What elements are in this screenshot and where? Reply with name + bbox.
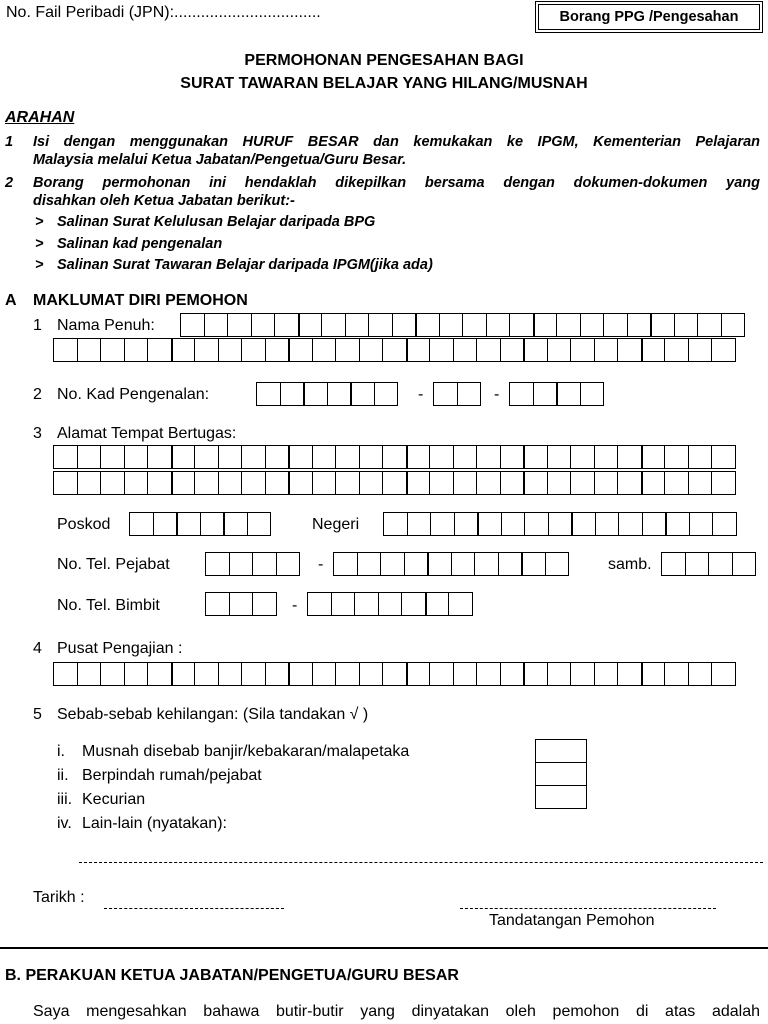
character-box[interactable] [147, 445, 172, 469]
character-box[interactable] [533, 313, 558, 337]
character-box[interactable] [171, 338, 196, 362]
character-box[interactable] [664, 338, 689, 362]
file-number-label: No. Fail Peribadi (JPN):................................. [6, 4, 321, 21]
character-box[interactable] [265, 662, 290, 686]
character-box[interactable] [523, 445, 548, 469]
bullet-marker: > [35, 257, 44, 273]
character-box[interactable] [247, 512, 272, 536]
character-box[interactable] [194, 338, 219, 362]
character-box[interactable] [382, 662, 407, 686]
character-box[interactable] [335, 471, 360, 495]
character-box[interactable] [147, 338, 172, 362]
character-box[interactable] [378, 592, 403, 616]
character-box[interactable] [383, 512, 408, 536]
character-box[interactable] [711, 471, 736, 495]
character-box[interactable] [335, 445, 360, 469]
character-box[interactable] [476, 338, 501, 362]
full-name-field-row1[interactable] [180, 313, 744, 337]
character-box[interactable] [218, 662, 243, 686]
character-box[interactable] [100, 662, 125, 686]
character-box[interactable] [200, 512, 225, 536]
character-box[interactable] [448, 592, 473, 616]
character-box[interactable] [307, 592, 332, 616]
character-box[interactable] [124, 471, 149, 495]
character-box[interactable] [439, 313, 464, 337]
character-box[interactable] [357, 552, 382, 576]
character-box[interactable] [474, 552, 499, 576]
character-box[interactable] [570, 662, 595, 686]
character-box[interactable] [580, 382, 605, 406]
character-box[interactable] [594, 338, 619, 362]
character-box[interactable] [617, 338, 642, 362]
section-a-letter: A [5, 292, 17, 309]
character-box[interactable] [477, 512, 502, 536]
character-box[interactable] [521, 552, 546, 576]
instruction-number: 2 [5, 175, 14, 191]
instructions-heading: ARAHAN [5, 109, 75, 126]
phone-separator: - [292, 597, 298, 614]
reason-checkboxes [535, 739, 587, 808]
character-box[interactable] [100, 338, 125, 362]
extension-label: samb. [608, 556, 652, 573]
character-box[interactable] [298, 313, 323, 337]
character-box[interactable] [321, 313, 346, 337]
character-box[interactable] [288, 338, 313, 362]
character-box[interactable] [500, 338, 525, 362]
character-box[interactable] [548, 512, 573, 536]
character-box[interactable] [732, 552, 757, 576]
character-box[interactable] [556, 382, 581, 406]
question-number: 2 [33, 386, 42, 403]
reason-number: iv. [57, 815, 72, 832]
character-box[interactable] [688, 338, 713, 362]
character-box[interactable] [53, 662, 78, 686]
character-box[interactable] [430, 512, 455, 536]
character-box[interactable] [331, 592, 356, 616]
character-box[interactable] [533, 382, 558, 406]
character-box[interactable] [77, 471, 102, 495]
character-box[interactable] [641, 662, 666, 686]
character-box[interactable] [556, 313, 581, 337]
ic-number-field-part3[interactable] [509, 382, 603, 406]
character-box[interactable] [697, 313, 722, 337]
character-box[interactable] [664, 445, 689, 469]
character-box[interactable] [476, 445, 501, 469]
character-box[interactable] [335, 338, 360, 362]
character-box[interactable] [171, 471, 196, 495]
character-box[interactable] [77, 445, 102, 469]
character-box[interactable] [711, 445, 736, 469]
character-box[interactable] [312, 662, 337, 686]
document-item: Salinan kad pengenalan [57, 236, 223, 252]
character-box[interactable] [425, 592, 450, 616]
character-box[interactable] [617, 471, 642, 495]
character-box[interactable] [674, 313, 699, 337]
mobile-phone-field-part2[interactable] [307, 592, 472, 616]
character-box[interactable] [594, 471, 619, 495]
character-box[interactable] [312, 338, 337, 362]
character-box[interactable] [661, 552, 686, 576]
reason-checkbox-flood-fire[interactable] [535, 739, 587, 763]
character-box[interactable] [147, 662, 172, 686]
character-box[interactable] [354, 592, 379, 616]
study-centre-label: Pusat Pengajian : [57, 640, 183, 657]
character-box[interactable] [205, 592, 230, 616]
state-field[interactable] [383, 512, 736, 536]
character-box[interactable] [204, 313, 229, 337]
character-box[interactable] [380, 552, 405, 576]
reason-text: Lain-lain (nyatakan): [82, 815, 227, 832]
character-box[interactable] [205, 552, 230, 576]
character-box[interactable] [407, 512, 432, 536]
character-box[interactable] [429, 471, 454, 495]
signature-label: Tandatangan Pemohon [489, 912, 655, 929]
reason-checkbox-theft[interactable] [535, 785, 587, 809]
character-box[interactable] [627, 313, 652, 337]
other-reason-line[interactable] [79, 862, 763, 863]
character-box[interactable] [374, 382, 399, 406]
character-box[interactable] [570, 471, 595, 495]
character-box[interactable] [429, 445, 454, 469]
ic-separator: - [418, 386, 424, 403]
character-box[interactable] [382, 338, 407, 362]
character-box[interactable] [333, 552, 358, 576]
character-box[interactable] [603, 313, 628, 337]
form-title-line1: PERMOHONAN PENGESAHAN BAGI [244, 52, 524, 69]
character-box[interactable] [595, 512, 620, 536]
character-box[interactable] [241, 338, 266, 362]
character-box[interactable] [359, 471, 384, 495]
mobile-phone-field-part1[interactable] [205, 592, 276, 616]
reason-text: Kecurian [82, 791, 146, 808]
question-number: 4 [33, 640, 42, 657]
character-box[interactable] [570, 338, 595, 362]
form-title-line2: SURAT TAWARAN BELAJAR YANG HILANG/MUSNAH [180, 75, 588, 92]
form-code-box [535, 1, 763, 33]
character-box[interactable] [382, 471, 407, 495]
character-box[interactable] [523, 471, 548, 495]
character-box[interactable] [194, 662, 219, 686]
character-box[interactable] [594, 445, 619, 469]
character-box[interactable] [406, 445, 431, 469]
character-box[interactable] [251, 313, 276, 337]
document-item: Salinan Surat Kelulusan Belajar daripada BPG [57, 214, 376, 230]
character-box[interactable] [498, 552, 523, 576]
character-box[interactable] [594, 662, 619, 686]
character-box[interactable] [180, 313, 205, 337]
character-box[interactable] [641, 338, 666, 362]
character-box[interactable] [218, 471, 243, 495]
character-box[interactable] [227, 313, 252, 337]
character-box[interactable] [451, 552, 476, 576]
character-box[interactable] [100, 445, 125, 469]
character-box[interactable] [501, 512, 526, 536]
character-box[interactable] [453, 445, 478, 469]
character-box[interactable] [274, 313, 299, 337]
character-box[interactable] [359, 445, 384, 469]
character-box[interactable] [406, 662, 431, 686]
instruction-text: Borang permohonan ini hendaklah dikepilkan bersama dengan dokumen-dokumen yang [33, 175, 760, 191]
character-box[interactable] [53, 338, 78, 362]
character-box[interactable] [280, 382, 305, 406]
office-phone-label: No. Tel. Pejabat [57, 556, 170, 573]
character-box[interactable] [288, 471, 313, 495]
full-name-field-row2[interactable] [53, 338, 735, 362]
character-box[interactable] [721, 313, 746, 337]
character-box[interactable] [265, 338, 290, 362]
character-box[interactable] [547, 445, 572, 469]
character-box[interactable] [124, 445, 149, 469]
character-box[interactable] [218, 338, 243, 362]
character-box[interactable] [229, 592, 254, 616]
study-centre-field[interactable] [53, 662, 735, 686]
character-box[interactable] [401, 592, 426, 616]
character-box[interactable] [194, 445, 219, 469]
ic-number-field-part1[interactable] [256, 382, 397, 406]
character-box[interactable] [147, 471, 172, 495]
character-box[interactable] [650, 313, 675, 337]
character-box[interactable] [486, 313, 511, 337]
character-box[interactable] [241, 662, 266, 686]
character-box[interactable] [453, 338, 478, 362]
character-box[interactable] [509, 382, 534, 406]
character-box[interactable] [415, 313, 440, 337]
character-box[interactable] [618, 512, 643, 536]
character-box[interactable] [171, 445, 196, 469]
character-box[interactable] [433, 382, 458, 406]
instruction-text: disahkan oleh Ketua Jabatan berikut:- [33, 193, 295, 209]
question-number: 5 [33, 706, 42, 723]
character-box[interactable] [124, 338, 149, 362]
character-box[interactable] [462, 313, 487, 337]
character-box[interactable] [642, 512, 667, 536]
character-box[interactable] [500, 445, 525, 469]
ic-separator: - [494, 386, 500, 403]
document-item: Salinan Surat Tawaran Belajar daripada IPGM(jika ada) [57, 257, 433, 273]
character-box[interactable] [288, 662, 313, 686]
character-box[interactable] [429, 662, 454, 686]
character-box[interactable] [712, 512, 737, 536]
character-box[interactable] [476, 471, 501, 495]
character-box[interactable] [288, 445, 313, 469]
character-box[interactable] [547, 338, 572, 362]
reason-text: Musnah disebab banjir/kebakaran/malapetaka [82, 743, 410, 760]
character-box[interactable] [571, 512, 596, 536]
character-box[interactable] [641, 445, 666, 469]
character-box[interactable] [580, 313, 605, 337]
character-box[interactable] [252, 552, 277, 576]
character-box[interactable] [171, 662, 196, 686]
character-box[interactable] [500, 471, 525, 495]
character-box[interactable] [429, 338, 454, 362]
phone-separator: - [318, 556, 324, 573]
work-address-field-row1[interactable] [53, 445, 735, 469]
character-box[interactable] [547, 662, 572, 686]
question-number: 1 [33, 317, 42, 334]
character-box[interactable] [129, 512, 154, 536]
reason-checkbox-moved[interactable] [535, 762, 587, 786]
character-box[interactable] [523, 338, 548, 362]
character-box[interactable] [617, 445, 642, 469]
section-a-title: MAKLUMAT DIRI PEMOHON [33, 292, 248, 309]
character-box[interactable] [345, 313, 370, 337]
character-box[interactable] [124, 662, 149, 686]
character-box[interactable] [382, 445, 407, 469]
character-box[interactable] [454, 512, 479, 536]
section-b-title: B. PERAKUAN KETUA JABATAN/PENGETUA/GURU BESAR [5, 967, 459, 984]
character-box[interactable] [359, 662, 384, 686]
character-box[interactable] [404, 552, 429, 576]
character-box[interactable] [350, 382, 375, 406]
office-phone-field-part2[interactable] [333, 552, 568, 576]
character-box[interactable] [176, 512, 201, 536]
character-box[interactable] [476, 662, 501, 686]
character-box[interactable] [252, 592, 277, 616]
reason-number: ii. [57, 767, 69, 784]
full-name-label: Nama Penuh: [57, 317, 155, 334]
character-box[interactable] [664, 471, 689, 495]
date-label: Tarikh : [33, 889, 85, 906]
postcode-label: Poskod [57, 516, 111, 533]
work-address-label: Alamat Tempat Bertugas: [57, 425, 237, 442]
bullet-marker: > [35, 236, 44, 252]
loss-reason-label: Sebab-sebab kehilangan: (Sila tandakan √ ) [57, 706, 369, 723]
character-box[interactable] [453, 471, 478, 495]
office-phone-field-part1[interactable] [205, 552, 299, 576]
bullet-marker: > [35, 214, 44, 230]
signature-line[interactable] [460, 908, 716, 909]
character-box[interactable] [223, 512, 248, 536]
character-box[interactable] [327, 382, 352, 406]
character-box[interactable] [665, 512, 690, 536]
character-box[interactable] [427, 552, 452, 576]
character-box[interactable] [685, 552, 710, 576]
character-box[interactable] [523, 662, 548, 686]
character-box[interactable] [312, 445, 337, 469]
character-box[interactable] [100, 471, 125, 495]
character-box[interactable] [457, 382, 482, 406]
character-box[interactable] [312, 471, 337, 495]
character-box[interactable] [194, 471, 219, 495]
character-box[interactable] [547, 471, 572, 495]
character-box[interactable] [524, 512, 549, 536]
character-box[interactable] [256, 382, 281, 406]
character-box[interactable] [77, 662, 102, 686]
character-box[interactable] [406, 338, 431, 362]
character-box[interactable] [241, 445, 266, 469]
date-line[interactable] [104, 908, 284, 909]
question-number: 3 [33, 425, 42, 442]
section-b-text: Saya mengesahkan bahawa butir-butir yang dinyatakan oleh pemohon di atas adalah [33, 1003, 760, 1020]
character-box[interactable] [392, 313, 417, 337]
character-box[interactable] [708, 552, 733, 576]
character-box[interactable] [711, 662, 736, 686]
character-box[interactable] [664, 662, 689, 686]
character-box[interactable] [368, 313, 393, 337]
character-box[interactable] [153, 512, 178, 536]
character-box[interactable] [545, 552, 570, 576]
reason-number: i. [57, 743, 65, 760]
character-box[interactable] [688, 662, 713, 686]
character-box[interactable] [53, 445, 78, 469]
character-box[interactable] [229, 552, 254, 576]
reason-number: iii. [57, 791, 73, 808]
character-box[interactable] [265, 471, 290, 495]
character-box[interactable] [276, 552, 301, 576]
section-divider [0, 947, 768, 949]
character-box[interactable] [570, 445, 595, 469]
character-box[interactable] [509, 313, 534, 337]
character-box[interactable] [689, 512, 714, 536]
character-box[interactable] [617, 662, 642, 686]
character-box[interactable] [688, 471, 713, 495]
character-box[interactable] [335, 662, 360, 686]
ic-number-field-part2[interactable] [433, 382, 480, 406]
character-box[interactable] [218, 445, 243, 469]
character-box[interactable] [77, 338, 102, 362]
instruction-text: Isi dengan menggunakan HURUF BESAR dan kemukakan ke IPGM, Kementerian Pelajaran [33, 134, 760, 150]
form-code: Borang PPG /Pengesahan [538, 4, 760, 30]
state-label: Negeri [312, 516, 360, 533]
ic-number-label: No. Kad Pengenalan: [57, 386, 210, 403]
postcode-field[interactable] [129, 512, 270, 536]
extension-field[interactable] [661, 552, 755, 576]
work-address-field-row2[interactable] [53, 471, 735, 495]
character-box[interactable] [711, 338, 736, 362]
character-box[interactable] [500, 662, 525, 686]
character-box[interactable] [688, 445, 713, 469]
mobile-phone-label: No. Tel. Bimbit [57, 597, 160, 614]
character-box[interactable] [359, 338, 384, 362]
character-box[interactable] [641, 471, 666, 495]
character-box[interactable] [303, 382, 328, 406]
character-box[interactable] [406, 471, 431, 495]
instruction-text: Malaysia melalui Ketua Jabatan/Pengetua/Guru Besar. [33, 152, 407, 168]
character-box[interactable] [265, 445, 290, 469]
reason-text: Berpindah rumah/pejabat [82, 767, 262, 784]
character-box[interactable] [241, 471, 266, 495]
character-box[interactable] [453, 662, 478, 686]
instruction-number: 1 [5, 134, 14, 150]
character-box[interactable] [53, 471, 78, 495]
